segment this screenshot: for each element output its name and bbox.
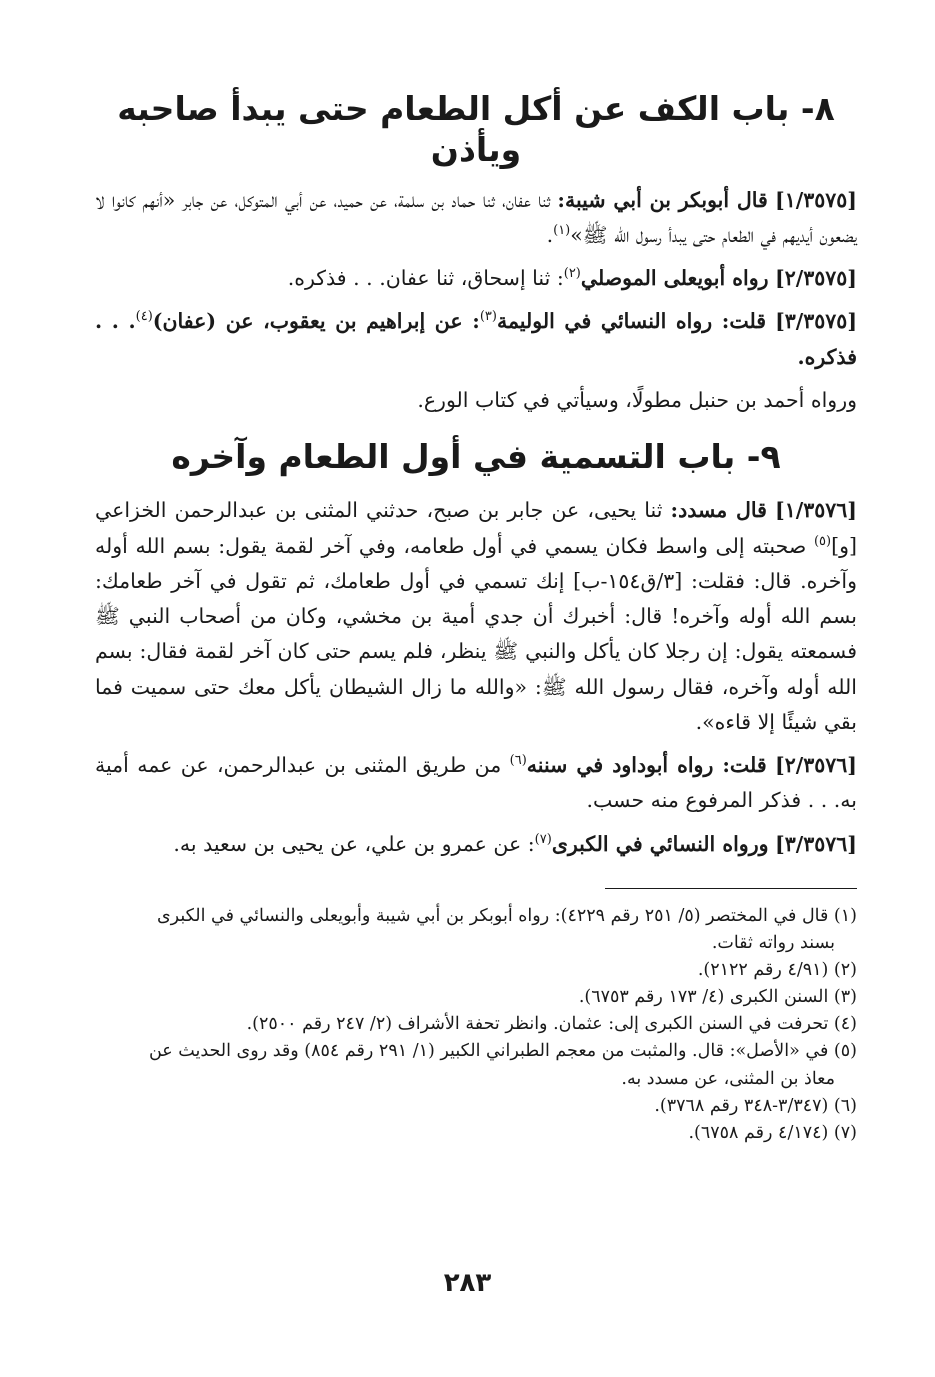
- footnote-1-cont: بسند رواته ثقات.: [711, 932, 835, 953]
- footnote-marker[interactable]: (٦): [509, 753, 527, 769]
- footnote-marker[interactable]: (١): [553, 222, 571, 238]
- footnote-marker[interactable]: (٣): [479, 309, 497, 325]
- hadith-text: ورواه أحمد بن حنبل مطولًا، وسيأتي في كتاب الورع.: [417, 387, 857, 412]
- punctuation: .: [546, 222, 554, 247]
- hadith-ref: [١/٣٥٧٥]: [775, 187, 857, 212]
- footnote-marker[interactable]: (٤): [135, 309, 153, 325]
- hadith-end: . . . فذكره.: [95, 309, 857, 369]
- footnote-4: (٤) تحرفت في السنن الكبرى إلى: عثمان. وانظر تحفة الأشراف (٢/ ٢٤٧ رقم ٢٥٠٠).: [246, 1014, 857, 1035]
- footnote-marker[interactable]: (٧): [534, 831, 552, 847]
- footnote-2: (٢) (٤/٩١ رقم ٢١٢٢).: [697, 960, 857, 980]
- hadith-ref: [١/٣٥٧٦]: [775, 498, 857, 523]
- hadith-text: : ثنا إسحاق، ثنا عفان. . . فذكره.: [287, 266, 564, 290]
- chapter-8-heading: ٨- باب الكف عن أكل الطعام حتى يبدأ صاحبه ويأذن: [117, 89, 835, 170]
- footnote-divider: [605, 888, 857, 889]
- hadith-3576-3: [95, 827, 857, 862]
- hadith-text-cont: صحبته إلى واسط فكان يسمي في أول طعامه، وفي آخر لقمة يقول: بسم الله أوله وآخره. قال: فقلت: [٣/ق١٥٤-ب] إنك تسمي في أول طعامك، ثم تقول في آخر طعامك: بسم الله أوله وآخره! قال: أخبرك أن جدي أمية بن مخشي، وكان من أصحاب النبي ﷺ فسمعته يقول: إن رجلا كان يأكل والنبي ﷺ ينظر، فلم يسم حتى كان آخر لقمة فقال: بسم الله أوله وآخره، فقال رسول الله ﷺ: «والله ما زال الشيطان يأكل معك حتى سميت فما بقي شيئًا إلا قاءه».: [95, 533, 857, 734]
- page-number: ٢٨٣: [443, 1268, 492, 1298]
- hadith-3575-3: [95, 304, 857, 375]
- footnote-6: (٦) (٣/٣٤٧-٣٤٨ رقم ٣٧٦٨).: [654, 1095, 857, 1116]
- hadith-3576-1: [95, 493, 857, 740]
- hadith-text: من طريق المثنى بن عبدالرحمن، عن عمه أمية به. . . فذكر المرفوع منه حسب.: [95, 753, 857, 813]
- narrator-lead: قال أبوبكر بن أبي شيبة:: [557, 187, 768, 212]
- hadith-text: : عن عمرو بن علي، عن يحيى بن سعيد به.: [173, 831, 535, 856]
- hadith-text: ثنا يحيى، عن جابر بن صبح، حدثني المثنى بن عبدالرحمن الخزاعي [و]: [95, 498, 857, 558]
- chapter-9-heading: ٩- باب التسمية في أول الطعام وآخره: [171, 437, 781, 476]
- footnote-5-cont: معاذ بن المثنى، عن مسدد به.: [621, 1068, 835, 1089]
- hadith-text: : عن إبراهيم بن يعقوب، عن (عفان): [152, 309, 480, 334]
- footnote-3: (٣) السنن الكبرى (٤/ ١٧٣ رقم ٦٧٥٣).: [578, 987, 857, 1008]
- narrator-lead: قال مسدد:: [670, 498, 767, 523]
- narrator-lead: قلت: رواه أبوداود في سننه: [526, 753, 767, 777]
- narrator-lead: قلت: رواه النسائي في الوليمة: [496, 309, 767, 334]
- footnote-5: (٥) في «الأصل»: قال. والمثبت من معجم الطبراني الكبير (١/ ٢٩١ رقم ٨٥٤) وقد روى الحديث عن: [148, 1041, 857, 1062]
- narrator-lead: رواه أبويعلى الموصلي: [580, 266, 769, 290]
- hadith-3575-2: [95, 261, 857, 296]
- footnote-marker[interactable]: (٢): [563, 266, 581, 282]
- footnote-7: (٧) (٤/١٧٤ رقم ٦٧٥٨).: [688, 1122, 857, 1143]
- footnote-1: (١) قال في المختصر (٥/ ٢٥١ رقم ٤٢٢٩): رواه أبوبكر بن أبي شيبة وأبويعلى والنسائي في الكبرى: [156, 905, 857, 926]
- hadith-ref: [٢/٣٥٧٦]: [775, 753, 857, 777]
- footnote-marker[interactable]: (٥): [813, 533, 832, 549]
- hadith-ref: [٢/٣٥٧٥]: [775, 266, 857, 290]
- hadith-3575-4: [95, 383, 857, 418]
- footnotes: [95, 903, 857, 1147]
- narrator-lead: ورواه النسائي في الكبرى: [551, 831, 769, 856]
- hadith-3575-1: [95, 183, 857, 254]
- hadith-text: ثنا عفان، ثنا حماد بن سلمة، عن حميد، عن أبي المتوكل، عن جابر «أنهم كانوا لا يضعون أيديهم في الطعام حتى يبدأ رسول الله ﷺ»: [95, 187, 857, 247]
- hadith-ref: [٣/٣٥٧٥]: [775, 309, 858, 334]
- hadith-ref: [٣/٣٥٧٦]: [775, 831, 857, 856]
- hadith-3576-2: [95, 748, 857, 819]
- page-body: [95, 80, 857, 1147]
